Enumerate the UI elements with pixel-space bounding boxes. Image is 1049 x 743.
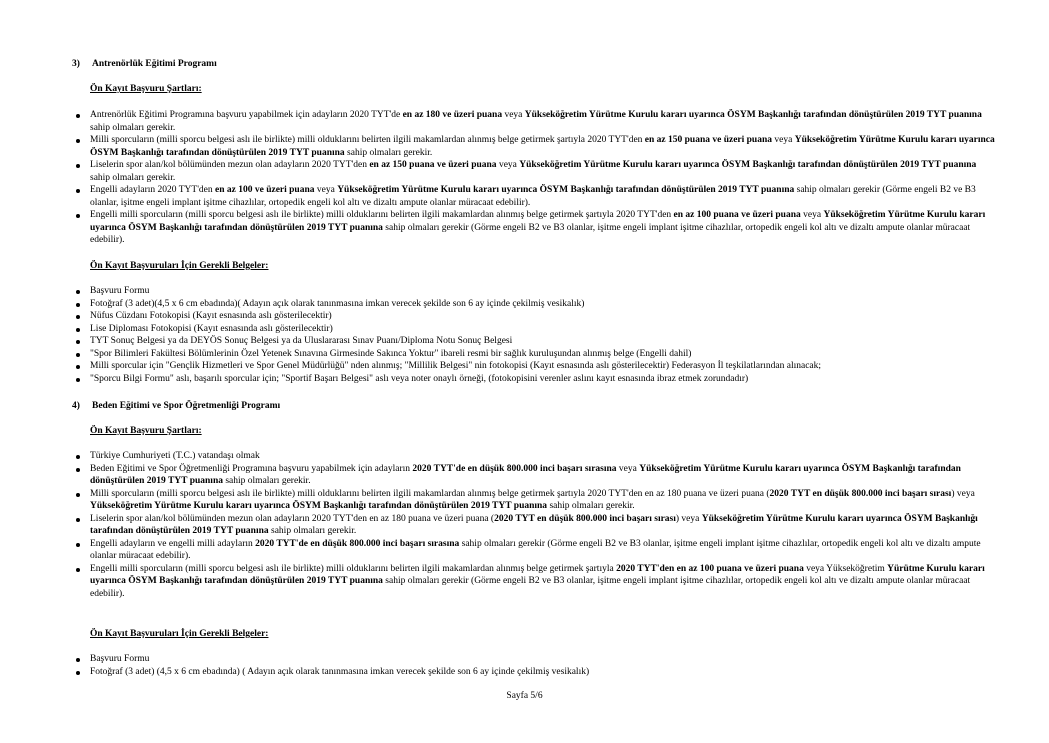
section-4-condition-item [90,538,995,563]
text: sahip olmaları gerekir (Görme engeli B2 ve B3 olanlar, işitme engeli implant işitme cihazlılar, ortopedik engeli kol altı ve dizaltı ampute olanlar müracaat edebilir). [90,222,971,245]
bold-text: Yükseköğretim Yürütme Kurulu kararı uyarınca ÖSYM Başkanlığı tarafından dönüştürülen 2019 TYT puanına [90,513,978,536]
text: Milli sporcuların (milli sporcu belgesi aslı ile birlikte) milli olduklarını belirten ilgili makamlardan alınmış belge getirmek şartıyla 2020 TYT'den en az 180 puana ve üzeri puana ( [90,488,770,499]
text: sahip olmaları gerekir (Görme engeli B2 ve B3 olanlar, işitme engeli implant işitme cihazlılar, ortopedik engeli kol altı ve dizaltı ampute olanlar müracaat edebilir). [90,538,981,561]
text: Engelli adayların 2020 TYT'den [90,185,216,195]
section-3-condition-item [90,134,995,159]
text: veya [800,210,824,220]
bold-text: Yükseköğretim Yürütme Kurulu kararı uyarınca ÖSYM Başkanlığı tarafından dönüştürülen 2019 TYT puanına [90,210,986,233]
text: sahip olmaları gerekir (Görme engeli B2 ve B3 olanlar, işitme engeli implant işitme cihazlılar, ortopedik engeli kol altı ve dizaltı ampute olanlar müracaat edebilir). [90,576,971,599]
text: veya [314,185,338,195]
section-3-document-item: TYT Sonuç Belgesi ya da DEYÖS Sonuç Belgesi ya da Uluslararası Sınav Puanı/Diploma Notu Sonuç Belgesi [90,335,995,348]
section-4-documents-list [90,653,995,678]
section-4-condition-item [90,488,995,513]
text: sahip olmaları gerekir (Görme engeli B2 ve B3 olanlar, işitme engeli implant işitme cihazlılar, ortopedik engeli kol altı ve dizaltı ampute olanlar müracaat edebilir). [90,185,976,208]
bold-text: en az 100 ve üzeri puana [215,185,315,195]
section-3-document-item: Başvuru Formu [90,285,995,298]
text: sahip olmaları gerekir. [547,501,635,511]
section-4-condition-item [90,563,995,601]
bold-text: Yükseköğretim Yürütme Kurulu kararı uyarınca ÖSYM Başkanlığı tarafından dönüştürülen 2019 TYT puanına [519,160,977,170]
text: ) veya [951,488,975,499]
section-3-title-text: Antrenörlük Eğitimi Programı [92,59,217,69]
section-3-number: 3) [72,59,80,69]
section-3-document-item: Milli sporcular için "Gençlik Hizmetleri ve Spor Genel Müdürlüğü" nden alınmış; "Millilik Belgesi" nin fotokopisi (Kayıt esnasında aslı gösterilecektir) Federasyon İl teşkilatlarından alınacak; [90,360,995,373]
section-4-documents-heading: Ön Kayıt Başvuruları İçin Gerekli Belgeler: [90,629,269,639]
section-3-documents-heading: Ön Kayıt Başvuruları İçin Gerekli Belgeler: [90,261,269,271]
section-4-condition-item [90,513,995,538]
text: veya [496,160,520,170]
bold-text: Yürütme Kurulu kararı uyarınca ÖSYM Başkanlığı tarafından dönüştürülen 2019 TYT puanına [90,563,985,586]
section-4-condition-item [90,463,995,488]
text: sahip olmaları gerekir. [90,122,176,133]
section-3-title [72,58,217,71]
section-4-number: 4) [72,401,80,411]
bold-text: Yükseköğretim Yürütme Kurulu kararı uyarınca ÖSYM Başkanlığı tarafından dönüştürülen 2019 TYT puanına [90,463,961,486]
bold-text: Yükseköğretim Yürütme Kurulu kararı uyarınca ÖSYM Başkanlığı tarafından dönüştürülen 2019 TYT puanına [90,501,548,511]
bold-text: 2020 TYT'den en az 100 puana ve üzeri puana [616,563,804,574]
section-3-condition-item [90,109,995,134]
text: Liselerin spor alan/kol bölümünden mezun olan adayların 2020 TYT'den [90,160,370,170]
bold-text: 2020 TYT en düşük 800.000 inci başarı sırası [769,488,952,499]
bold-text: en az 180 ve üzeri puana [402,110,503,120]
bold-text: Yükseköğretim Yürütme Kurulu kararı uyarınca ÖSYM Başkanlığı tarafından dönüştürülen 2019 TYT puanına [90,135,995,158]
text: sahip olmaları gerekir. [344,147,433,158]
bold-text: 2020 TYT'de en düşük 800.000 inci başarı sırasına [412,463,617,474]
text: veya Yükseköğretim [803,563,888,574]
section-4-conditions-list [90,450,995,600]
bold-text: en az 100 puana ve üzeri puana [673,210,801,220]
section-3-documents-list [90,285,995,385]
page-number: Sayfa 5/6 [506,691,543,701]
section-4-conditions-heading: Ön Kayıt Başvuru Şartları: [90,426,202,436]
text: sahip olmaları gerekir. [90,172,176,183]
bold-text: Yükseköğretim Yürütme Kurulu kararı uyarınca ÖSYM Başkanlığı tarafından dönüştürülen 2019 TYT puanına [524,110,982,120]
section-3-document-item: Fotoğraf (3 adet)(4,5 x 6 cm ebadında)( Adayın açık olarak tanınmasına imkan verecek şekilde son 6 ay içinde çekilmiş vesikalık) [90,298,995,311]
section-3-condition-item [90,209,995,247]
bold-text: en az 150 puana ve üzeri puana [644,135,773,145]
text: Antrenörlük Eğitimi Programına başvuru yapabilmek için adayların 2020 TYT'de [90,110,403,120]
text: Beden Eğitimi ve Spor Öğretmenliği Programına başvuru yapabilmek için adayların [90,463,413,474]
section-4-condition-item [90,450,995,463]
text: Türkiye Cumhuriyeti (T.C.) vatandaşı olmak [90,451,260,461]
section-4-title [72,400,280,413]
text: Engelli milli sporcuların (milli sporcu belgesi aslı ile birlikte) milli olduklarını belirten ilgili makamlardan alınmış belge getirmek şartıyla 2020 TYT'den [90,210,674,220]
section-3-document-item: "Sporcu Bilgi Formu" aslı, başarılı sporcular için; "Sportif Başarı Belgesi" aslı veya noter onaylı örneği, (fotokopisini verenler aslını kayıt esnasında ibraz etmek zorundadır) [90,373,995,386]
section-3-document-item: Nüfus Cüzdanı Fotokopisi (Kayıt esnasında aslı gösterilecektir) [90,310,995,323]
text: sahip olmaları gerekir. [222,476,311,486]
text: Liselerin spor alan/kol bölümünden mezun olan adayların 2020 TYT'den en az 180 puana ve üzeri puana ( [90,513,495,524]
text: Engelli milli sporcuların (milli sporcu belgesi aslı ile birlikte) milli olduklarını belirten ilgili makamlardan alınmış belge getirmek şartıyla [90,563,617,574]
section-3-document-item: Lise Diploması Fotokopisi (Kayıt esnasında aslı gösterilecektir) [90,323,995,336]
text: Engelli adayların ve engelli milli adayların [90,538,256,549]
section-4-document-item: Başvuru Formu [90,653,995,666]
text: veya [502,110,525,120]
text: sahip olmaları gerekir. [268,526,357,536]
bold-text: en az 150 puana ve üzeri puana [369,160,497,170]
section-3-conditions-list [90,109,995,247]
section-4-title-text: Beden Eğitimi ve Spor Öğretmenliği Programı [92,401,281,411]
section-3-condition-item [90,184,995,209]
bold-text: 2020 TYT en düşük 800.000 inci başarı sırası [494,513,676,524]
section-3-document-item: "Spor Bilimleri Fakültesi Bölümlerinin Özel Yetenek Sınavına Girmesinde Sakınca Yoktur" ibareli resmi bir sağlık kuruluşundan alınmış belge (Engelli dahil) [90,348,995,361]
section-3-condition-item [90,159,995,184]
text: veya [616,463,640,474]
section-3-conditions-heading: Ön Kayıt Başvuru Şartları: [90,84,202,94]
section-4-document-item: Fotoğraf (3 adet) (4,5 x 6 cm ebadında) ( Adayın açık olarak tanınmasına imkan verecek şekilde son 6 ay içinde çekilmiş vesikalık) [90,666,995,679]
bold-text: Yükseköğretim Yürütme Kurulu kararı uyarınca ÖSYM Başkanlığı tarafından dönüştürülen 2019 TYT puanına [337,185,795,195]
text: Milli sporcuların (milli sporcu belgesi aslı ile birlikte) milli olduklarını belirten ilgili makamlardan alınmış belge getirmek şartıyla 2020 TYT'den [90,135,645,145]
bold-text: 2020 TYT'de en düşük 800.000 inci başarı sırasına [255,538,460,549]
text: ) veya [675,513,702,524]
text: veya [772,135,795,145]
